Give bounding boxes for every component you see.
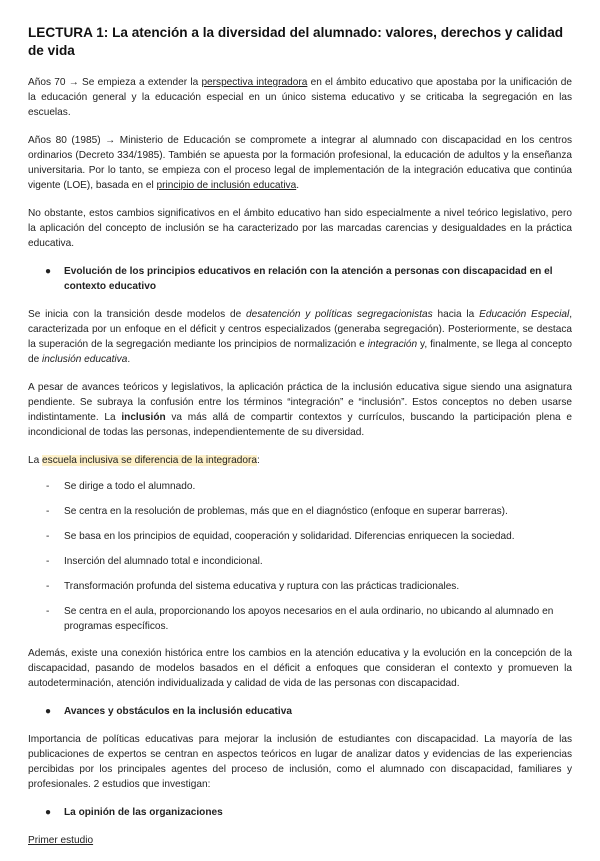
paragraph-anos-70 [28,75,572,120]
list-item [28,604,572,634]
paragraph-text: en el ámbito educativo que apostaba por la unificación de la educación general y la educación especial en un único sistema educativo y se criticaba la segregación en las escuelas. [28,77,572,118]
paragraph-text: : [256,455,260,466]
paragraph-text: , caracterizada por un enfoque en el déficit y centros especializados (generaba segregación). Posteriormente, se destaca la superación de la segregación mediante los principios de normalización e [28,309,572,350]
list-item [28,479,572,494]
paragraph-transicion [28,307,572,367]
paragraph-text: Años 70 → Se empieza a extender la [28,77,202,88]
italic-term: Educación Especial [479,309,570,320]
paragraph-no-obstante: No obstante, estos cambios significativos en el ámbito educativo han sido especialmente a nivel teórico legislativo, pero la aplicación del concepto de inclusión se ha caracterizado por las marcadas carencias y desigualdades en la práctica educativa. [28,208,572,249]
paragraph-a-pesar [28,380,572,440]
bullet-icon: ● [45,266,52,277]
italic-term: inclusión educativa [42,354,128,365]
bullet-icon: ● [45,807,52,818]
dash-marker: - [46,581,50,592]
bullet-heading-text: Evolución de los principios educativos en relación con la atención a personas con discapacidad en el contexto educativo [64,266,553,292]
paragraph-text: Años 80 (1985) → Ministerio de Educación se compromete a integrar al alumnado con discapacidad en los centros ordinarios (Decreto 334/1985). También se apuesta por la formación profesional, la educación de adultos y la enseñanza universitaria. Por lo tanto, se empieza con el proceso legal de implementación de la integración educativa que continúa vigente (LOE), basada en el [28,135,572,191]
paragraph-escuela-inclusiva [28,453,572,468]
dash-marker: - [46,606,50,617]
subheading-primer-estudio: Primer estudio [28,835,94,846]
list-item [28,529,572,544]
paragraph-ademas: Además, existe una conexión histórica entre los cambios en la atención educativa y la evolución en la concepción de la discapacidad, pasando de modelos basados en el déficit a enfoques que consideran el contexto y promueven la autodeterminación, atención individualizada y calidad de vida de las personas con discapacidad. [28,648,572,689]
list-item [28,554,572,569]
list-item-text: Se dirige a todo el alumnado. [64,481,196,492]
list-item [28,504,572,519]
dash-marker: - [46,481,50,492]
principio-inclusion-link: principio de inclusión educativa [156,180,297,191]
perspectiva-integradora-link: perspectiva integradora [201,77,308,88]
dash-list [28,479,572,634]
list-item-text: Transformación profunda del sistema educativa y ruptura con las prácticas tradicionales. [64,581,460,592]
paragraph-text: Se inicia con la transición desde modelos de [28,309,246,320]
paragraph-text: . [296,180,300,191]
paragraph-text: . [127,354,131,365]
bullet-heading-avances [28,704,572,719]
document-page [28,24,572,861]
paragraph-text: La [28,455,43,466]
dash-marker: - [46,531,50,542]
list-item-text: Se centra en el aula, proporcionando los apoyos necesarios en el aula ordinario, no ubicando al alumnado en programas específicos. [64,606,554,632]
dash-marker: - [46,506,50,517]
bullet-icon: ● [45,706,52,717]
bullet-heading-opinion [28,805,572,820]
highlighted-text: escuela inclusiva se diferencia de la integradora [42,455,257,466]
dash-marker: - [46,556,50,567]
list-item-text: Se basa en los principios de equidad, cooperación y solidaridad. Diferencias enriquecen la sociedad. [64,531,515,542]
list-item [28,579,572,594]
paragraph-importancia: Importancia de políticas educativas para mejorar la inclusión de estudiantes con discapacidad. La mayoría de las publicaciones de expertos se centran en aspectos teóricos en lugar de analizar datos y evidencias de las experiencias percibidas por los principales agentes del proceso de inclusión, como el alumnado con discapacidad, familiares y profesionales. 2 estudios que investigan: [28,734,572,790]
paragraph-anos-80 [28,133,572,193]
list-item-text: Inserción del alumnado total e incondicional. [64,556,263,567]
document-title: LECTURA 1: La atención a la diversidad del alumnado: valores, derechos y calidad de vida [28,25,564,58]
paragraph-text: y, finalmente, se llega al concepto de [28,339,572,365]
paragraph-text: va más allá de compartir contextos y currículos, buscando la participación plena e incondicional de todas las personas, independientemente de su diversidad. [28,412,572,438]
bullet-heading-evolucion [28,264,572,294]
italic-term: desatención y políticas segregacionistas [246,309,433,320]
paragraph-text: A pesar de avances teóricos y legislativos, la aplicación práctica de la inclusión educativa sigue siendo una asignatura pendiente. Se subraya la confusión entre los términos “integración” e “inclusión”. Estos conceptos no deben usarse indistintamente. La [28,382,572,423]
paragraph-text: hacia la [432,309,480,320]
bullet-heading-text: La opinión de las organizaciones [64,807,223,818]
list-item-text: Se centra en la resolución de problemas, más que en el diagnóstico (enfoque en superar barreras). [64,506,508,517]
italic-term: integración [367,339,418,350]
bullet-heading-text: Avances y obstáculos en la inclusión educativa [64,706,292,717]
bold-term: inclusión [121,412,166,423]
